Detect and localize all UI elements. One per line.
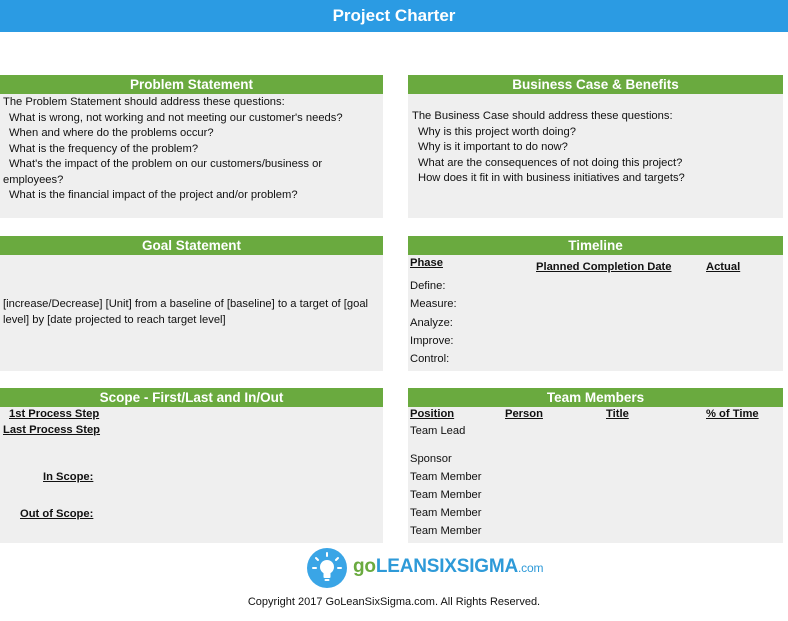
copyright-text: Copyright 2017 GoLeanSixSigma.com. All Rights Reserved. <box>247 596 541 608</box>
team-role-sponsor: Sponsor <box>410 453 452 465</box>
scope-panel <box>0 388 383 543</box>
brand-go: go <box>353 556 376 577</box>
scope-header: Scope - First/Last and In/Out <box>0 388 383 407</box>
problem-line: employees? <box>3 173 64 186</box>
team-role-member: Team Member <box>410 507 482 519</box>
scope-in: In Scope: <box>43 471 94 483</box>
timeline-phase-define: Define: <box>410 280 446 292</box>
problem-line: What's the impact of the problem on our customers/business or <box>9 158 323 170</box>
business-case-intro: The Business Case should address these questions: <box>412 110 673 122</box>
team-role-member: Team Member <box>410 489 482 501</box>
problem-line: What is wrong, not working and not meeting our customer's needs? <box>9 111 343 124</box>
problem-line: The Problem Statement should address these questions: <box>3 96 285 108</box>
brand-wordmark <box>353 556 543 578</box>
team-col-title: Title <box>606 408 629 420</box>
problem-line: When and where do the problems occur? <box>9 127 214 139</box>
timeline-phase-control: Control: <box>410 353 450 365</box>
business-case-header: Business Case & Benefits <box>408 75 783 94</box>
business-case-line: Why is it important to do now? <box>418 141 568 153</box>
page-title: Project Charter <box>0 0 788 32</box>
business-case-panel <box>408 75 783 218</box>
timeline-panel <box>408 236 783 371</box>
scope-last-step: Last Process Step <box>3 424 101 436</box>
goal-statement-header: Goal Statement <box>0 236 383 255</box>
team-role-member: Team Member <box>410 471 482 483</box>
business-case-line: What are the consequences of not doing this project? <box>418 156 683 169</box>
timeline-phase-improve: Improve: <box>410 335 454 347</box>
problem-line: What is the financial impact of the project and/or problem? <box>9 189 298 201</box>
team-col-person: Person <box>505 408 543 420</box>
business-case-line: Why is this project worth doing? <box>418 125 576 138</box>
business-case-line: How does it fit in with business initiatives and targets? <box>418 172 685 184</box>
goal-statement-panel <box>0 236 383 371</box>
timeline-col-planned: Planned Completion Date <box>536 261 672 273</box>
goal-line: [increase/Decrease] [Unit] from a baseline of [baseline] to a target of [goal <box>3 298 369 310</box>
timeline-col-actual: Actual <box>706 261 741 273</box>
team-members-panel <box>408 388 783 543</box>
problem-statement-panel <box>0 75 383 218</box>
timeline-phase-measure: Measure: <box>410 298 457 310</box>
timeline-col-phase: Phase <box>410 257 443 269</box>
goal-line: level] by [date projected to reach target level] <box>3 314 226 326</box>
timeline-phase-analyze: Analyze: <box>410 317 453 329</box>
problem-statement-header: Problem Statement <box>0 75 383 94</box>
problem-line: What is the frequency of the problem? <box>9 142 199 155</box>
team-role-lead: Team Lead <box>410 425 466 437</box>
scope-first-step: 1st Process Step <box>9 408 100 420</box>
brand-tld: .com <box>518 561 544 575</box>
lightbulb-icon <box>307 548 347 588</box>
brand-name: LEANSIXSIGMA <box>375 556 519 577</box>
team-col-position: Position <box>410 408 455 420</box>
team-col-time: % of Time <box>706 408 759 420</box>
team-role-member: Team Member <box>410 525 482 537</box>
timeline-header: Timeline <box>408 236 783 255</box>
scope-out: Out of Scope: <box>20 508 94 520</box>
team-members-header: Team Members <box>408 388 783 407</box>
